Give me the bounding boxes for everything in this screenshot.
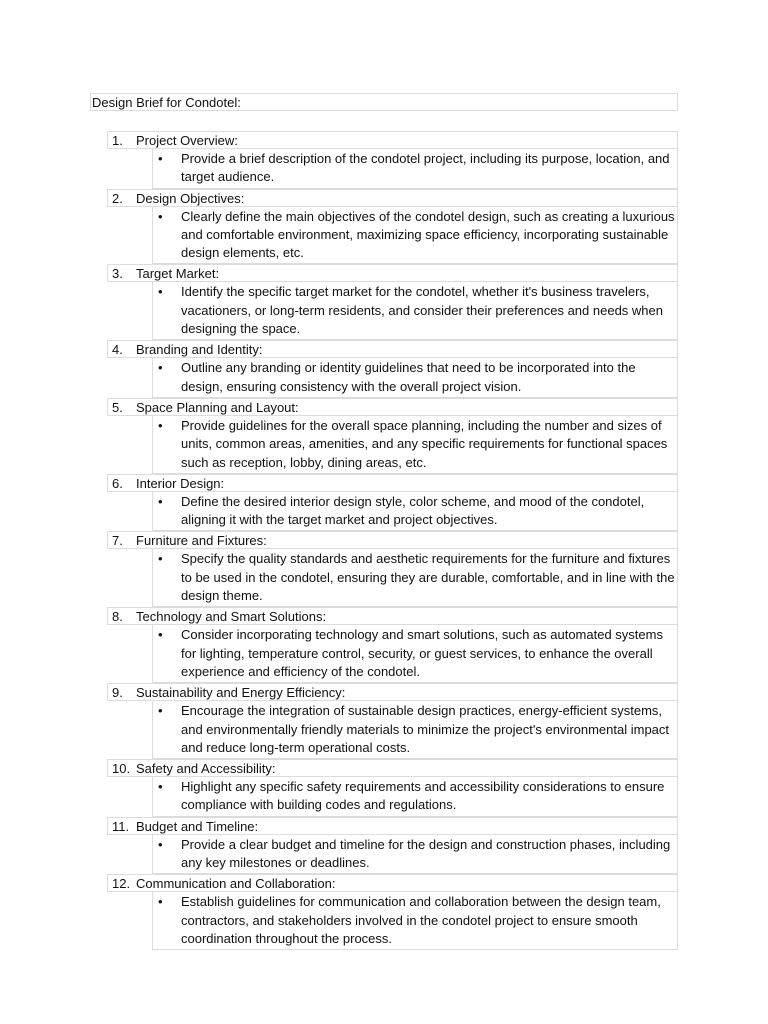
bullet-row bbox=[152, 282, 678, 340]
section-heading-row bbox=[107, 131, 678, 149]
list-item bbox=[107, 759, 678, 817]
list-item bbox=[107, 340, 678, 398]
bullet-icon: • bbox=[158, 894, 163, 910]
bullet-row bbox=[152, 492, 678, 532]
bullet-icon: • bbox=[158, 151, 163, 166]
section-heading: Communication and Collaboration: bbox=[136, 876, 336, 892]
section-heading-row bbox=[107, 759, 678, 777]
section-number: 1. bbox=[112, 133, 123, 148]
section-number: 7. bbox=[112, 533, 123, 549]
section-heading-row bbox=[107, 474, 678, 492]
bullet-row bbox=[152, 358, 678, 398]
bullet-text: Specify the quality standards and aesthetic requirements for the furniture and fixtures to be used in the condotel, ensuring they are durable, comfortable, and in line with the design theme. bbox=[181, 551, 675, 604]
bullet-text: Provide a clear budget and timeline for the design and construction phases, including any key milestones or deadlines. bbox=[181, 836, 671, 871]
section-heading: Safety and Accessibility: bbox=[136, 761, 276, 777]
list-item bbox=[107, 607, 678, 683]
bullet-row bbox=[152, 207, 678, 265]
bullet-row bbox=[152, 701, 678, 759]
bullet-icon: • bbox=[158, 551, 163, 567]
bullet-text: Provide guidelines for the overall space planning, including the number and sizes of units, common areas, amenities, and any specific requirements for functional spaces such as reception, lobby, dining areas, etc. bbox=[181, 417, 668, 470]
bullet-text: Define the desired interior design style, color scheme, and mood of the condotel, aligning it with the target market and project objectives. bbox=[181, 493, 645, 528]
bullet-text: Identify the specific target market for the condotel, whether it's business travelers, vacationers, or long-term residents, and consider their preferences and needs when designing the space. bbox=[181, 284, 663, 337]
document-title: Design Brief for Condotel: bbox=[92, 95, 241, 110]
bullet-text: Consider incorporating technology and smart solutions, such as automated systems for lighting, temperature control, security, or guest services, to enhance the overall experience and efficiency of the condotel. bbox=[181, 627, 663, 679]
section-heading-row bbox=[107, 817, 678, 835]
section-heading: Technology and Smart Solutions: bbox=[136, 609, 327, 625]
bullet-icon: • bbox=[158, 493, 163, 509]
bullet-text: Encourage the integration of sustainable design practices, energy-efficient systems, and environmentally friendly materials to minimize the project's environmental impact and reduce long-term operational costs. bbox=[181, 703, 670, 755]
bullet-row bbox=[152, 625, 678, 683]
section-heading-row bbox=[107, 340, 678, 358]
bullet-icon: • bbox=[158, 208, 163, 224]
bullet-text: Clearly define the main objectives of the condotel design, such as creating a luxurious and comfortable environment, maximizing space efficiency, incorporating sustainable design elements, etc. bbox=[181, 208, 675, 261]
bullet-text: Outline any branding or identity guidelines that need to be incorporated into the design, ensuring consistency with the overall project vision. bbox=[181, 360, 636, 394]
list-item bbox=[107, 264, 678, 340]
section-heading: Target Market: bbox=[136, 266, 220, 282]
section-number: 10. bbox=[112, 761, 131, 777]
bullet-icon: • bbox=[158, 360, 163, 376]
section-number: 12. bbox=[112, 876, 131, 892]
section-heading: Project Overview: bbox=[136, 133, 238, 148]
list-item bbox=[107, 131, 678, 189]
section-heading-row bbox=[107, 189, 678, 207]
bullet-icon: • bbox=[158, 627, 163, 643]
section-heading: Space Planning and Layout: bbox=[136, 399, 299, 415]
bullet-icon: • bbox=[158, 836, 163, 852]
section-heading-row bbox=[107, 607, 678, 625]
bullet-row bbox=[152, 149, 678, 189]
numbered-list bbox=[107, 131, 678, 950]
section-heading-row bbox=[107, 531, 678, 549]
list-item bbox=[107, 683, 678, 759]
section-heading: Branding and Identity: bbox=[136, 342, 263, 358]
section-heading: Furniture and Fixtures: bbox=[136, 533, 267, 549]
section-heading: Design Objectives: bbox=[136, 190, 245, 206]
section-number: 4. bbox=[112, 342, 123, 358]
section-number: 5. bbox=[112, 399, 123, 415]
bullet-icon: • bbox=[158, 417, 163, 433]
bullet-icon: • bbox=[158, 779, 163, 795]
bullet-row bbox=[152, 777, 678, 817]
bullet-text: Provide a brief description of the condotel project, including its purpose, location, and target audience. bbox=[181, 151, 670, 185]
list-item bbox=[107, 398, 678, 474]
section-number: 6. bbox=[112, 475, 123, 491]
section-heading-row bbox=[107, 683, 678, 701]
section-heading: Sustainability and Energy Efficiency: bbox=[136, 685, 346, 701]
document-title-box bbox=[90, 93, 678, 111]
bullet-text: Highlight any specific safety requirements and accessibility considerations to ensure compliance with building codes and regulations. bbox=[181, 779, 665, 813]
section-heading-row bbox=[107, 398, 678, 416]
bullet-icon: • bbox=[158, 703, 163, 719]
section-number: 2. bbox=[112, 190, 123, 206]
bullet-row bbox=[152, 892, 678, 950]
bullet-row bbox=[152, 835, 678, 875]
list-item bbox=[107, 874, 678, 950]
section-heading-row bbox=[107, 874, 678, 892]
section-number: 9. bbox=[112, 685, 123, 701]
list-item bbox=[107, 531, 678, 607]
section-number: 11. bbox=[112, 818, 130, 834]
section-number: 8. bbox=[112, 609, 123, 625]
section-heading: Budget and Timeline: bbox=[136, 818, 259, 834]
section-number: 3. bbox=[112, 266, 123, 282]
list-item bbox=[107, 189, 678, 265]
section-heading-row bbox=[107, 264, 678, 282]
bullet-row bbox=[152, 549, 678, 607]
bullet-icon: • bbox=[158, 284, 163, 300]
bullet-text: Establish guidelines for communication and collaboration between the design team, contractors, and stakeholders involved in the condotel project to ensure smooth coordination throughout the process. bbox=[181, 894, 661, 946]
list-item bbox=[107, 817, 678, 875]
section-heading: Interior Design: bbox=[136, 475, 225, 491]
bullet-row bbox=[152, 416, 678, 474]
list-item bbox=[107, 474, 678, 532]
